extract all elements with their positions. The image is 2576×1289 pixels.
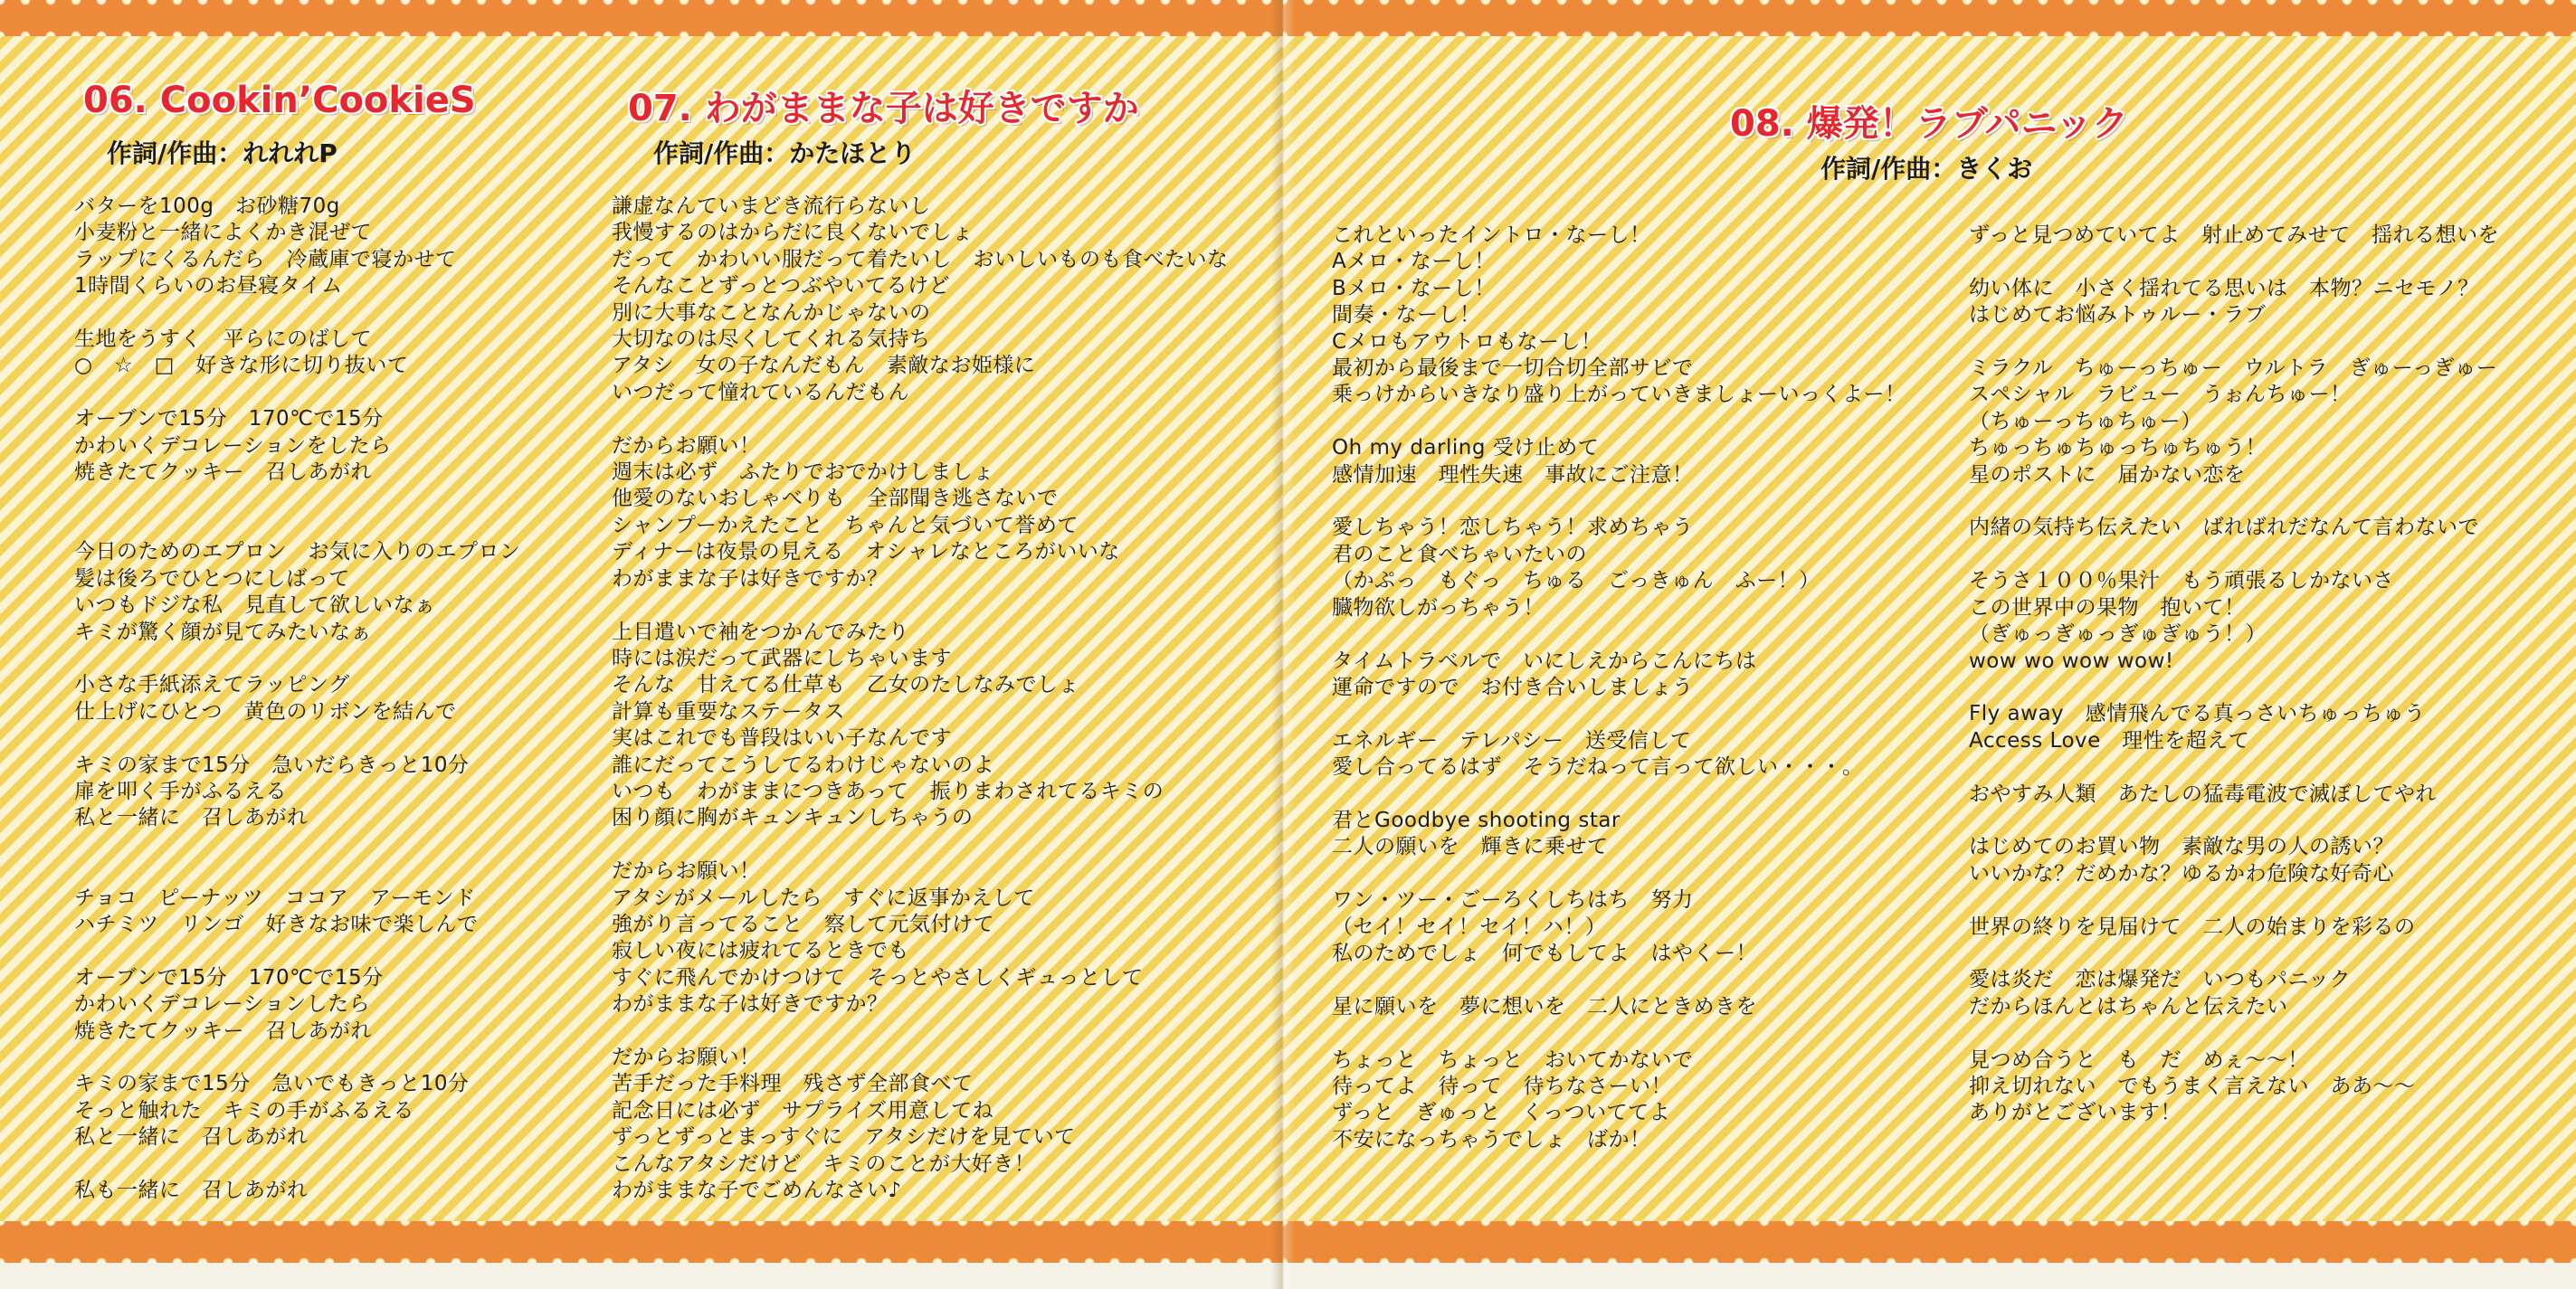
left-page (0, 0, 1283, 1289)
song-06-title: 06. Cookin’CookieS (83, 80, 476, 121)
right-page (1283, 0, 2576, 1289)
bottom-star-border (0, 1221, 1283, 1263)
paper-margin (1283, 1263, 2576, 1289)
song-07-lyrics: 謙虚なんていまどき流行らないし 我慢するのはからだに良くないでしょ だって かわいい服だって着たいし おいしいものも食べたいな そんなことずっとつぶやいてるけど 別に大事なことなんかじゃないの 大切なのは尽くしてくれる気持ち アタシ 女の子なんだもん 素敵なお姫様に いつだって憧れているんだもん だからお願い！ 週末は必ず ふたりでおでかけしましょ 他愛のないおしゃべりも 全部聞き逃さないで シャンプーかえたこと ちゃんと気づいて誉めて ディナーは夜景の見える オシャレなところがいいな わがままな子は好きですか？ 上目遣いで袖をつかんでみたり 時には涙だって武器にしちゃいます そんな 甘えてる仕草も 乙女のたしなみでしょ 計算も重要なステータス 実はこれでも普段はいい子なんです 誰にだってこうしてるわけじゃないのよ いつも わがままにつきあって 振りまわされてるキミの 困り顔に胸がキュンキュンしちゃうの だからお願い！ アタシがメールしたら すぐに返事かえして 強がり言ってること 察して元気付けて 寂しい夜には疲れてるときでも すぐに飛んでかけつけて そっとやさしくギュっとして わがままな子は好きですか？ だからお願い！ 苦手だった手料理 残さず全部食べて 記念日には必ず サプライズ用意してね ずっとずっとまっすぐに アタシだけを見ていて こんなアタシだけど キミのことが大好き！ わがままな子でごめんなさい♪ (612, 194, 1229, 1203)
song-08-title: 08. 爆発！ラブパニック (1730, 103, 2128, 145)
song-06-credit: 作詞/作曲：れれれP (107, 138, 337, 168)
song-06-lyrics: バターを100g お砂糖70g 小麦粉と一緒によくかき混ぜて ラップにくるんだら 冷蔵庫で寝かせて 1時間くらいのお昼寝タイム 生地をうすく 平らにのばして ○ ☆ □ 好きな形に切り抜いて オーブンで15分 170℃で15分 かわいくデコレーションをしたら 焼きたてクッキー 召しあがれ 今日のためのエプロン お気に入りのエプロン 髪は後ろでひとつにしばって いつもドジな私 見直して欲しいなぁ キミが驚く顔が見てみたいなぁ 小さな手紙添えてラッピング 仕上げにひとつ 黄色のリボンを結んで キミの家まで15分 急いだらきっと10分 扉を叩く手がふるえる 私と一緒に 召しあがれ チョコ ピーナッツ ココア アーモンド ハチミツ リンゴ 好きなお味で楽しんで オーブンで15分 170℃で15分 かわいくデコレーションしたら 焼きたてクッキー 召しあがれ キミの家まで15分 急いでもきっと10分 そっと触れた キミの手がふるえる 私と一緒に 召しあがれ 私も一緒に 召しあがれ (74, 194, 521, 1203)
song-08-lyrics-right: ずっと見つめていてよ 射止めてみせて 揺れる想いを 幼い体に 小さく揺れてる思いは 本物？ニセモノ？ はじめてお悩みトゥルー・ラブ ミラクル ちゅーっちゅー ウルトラ ぎゅーっぎゅー スペシャル ラビュー うぉんちゅー！ （ちゅーっちゅちゅー） ちゅっちゅちゅっちゅちゅう！ 星のポストに 届かない恋を 内緒の気持ち伝えたい ばればれだなんて言わないで そうさ１００％果汁 もう頑張るしかないさ この世界中の果物 抱いて！ （ぎゅっぎゅっぎゅぎゅう！） wow wo wow wow! Fly away 感情飛んでる真っさいちゅっちゅう Access Love 理性を超えて おやすみ人類 あたしの猛毒電波で滅ぼしてやれ はじめてのお買い物 素敵な男の人の誘い？ いいかな？だめかな？ゆるかわ危険な好奇心 世界の終りを見届けて 二人の始まりを彩るの 愛は炎だ 恋は爆発だ いつもパニック だからほんとはちゃんと伝えたい 見つめ合うと も だ めぇ～～！ 抑え切れない でもうまく言えない ああ～～ ありがとございます！ (1969, 223, 2500, 1125)
song-08-lyrics-left: これといったイントロ・なーし！ Aメロ・なーし！ Bメロ・なーし！ 間奏・なーし！ Cメロもアウトロもなーし！ 最初から最後まで一切合切全部サビで 乗っけからいきなり盛り上がっていきましょーいっくよー！ Oh my darling 受け止めて 感情加速 理性失速 事故にご注意！ 愛しちゃう！恋しちゃう！求めちゃう 君のこと食べちゃいたいの （かぷっ もぐっ ちゅる ごっきゅん ふー！） 臓物欲しがっちゃう！ タイムトラベルで いにしえからこんにちは 運命ですので お付き合いしましょう エネルギー テレパシー 送受信して 愛し合ってるはず そうだねって言って欲しい・・・。 君とGoodbye shooting star 二人の願いを 輝きに乗せて ワン・ツー・ごーろくしちはち 努力 （セイ！セイ！セイ！ハ！） 私のためでしょ 何でもしてよ はやくー！ 星に願いを 夢に想いを 二人にときめきを ちょっと ちょっと おいてかないで 待ってよ 待って 待ちなさーい！ ずっと ぎゅっと くっついててよ 不安になっちゃうでしょ ばか！ (1332, 223, 1906, 1152)
top-star-border (0, 0, 1283, 36)
song-07-credit: 作詞/作曲：かたほとり (653, 138, 917, 168)
song-08-credit: 作詞/作曲：きくお (1820, 154, 2033, 184)
bottom-star-border (1283, 1221, 2576, 1263)
top-star-border (1283, 0, 2576, 36)
song-07-title: 07. わがままな子は好きですか (628, 88, 1139, 129)
paper-margin (0, 1263, 1283, 1289)
